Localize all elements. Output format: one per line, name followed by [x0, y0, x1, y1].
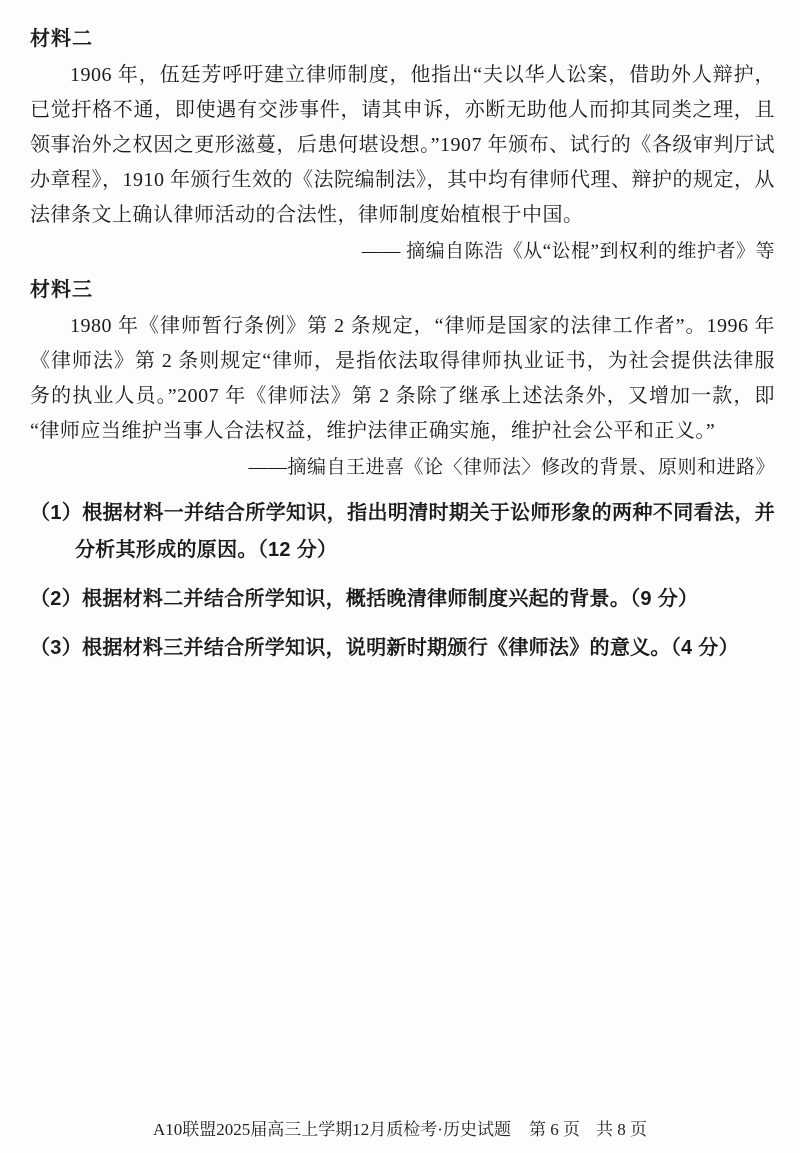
footer-total-pages: 共 8 页: [595, 1120, 647, 1139]
question-3-label: （3）: [30, 637, 83, 659]
question-3-text: 根据材料三并结合所学知识，说明新时期颁行《律师法》的意义。（4 分）: [82, 637, 739, 659]
question-list: [30, 495, 775, 667]
material-two-paragraph: 1906 年，伍廷芳呼吁建立律师制度，他指出“夫以华人讼案，借助外人辩护，已觉扞格不通，即使遇有交涉事件，请其申诉，亦断无助他人而抑其同类之理，且领事治外之权因之更形滋蔓，后患何堪设想。”1907 年颁布、试行的《各级审判厅试办章程》，1910 年颁行生效的《法院编制法》，其中均有律师代理、辩护的规定，从法律条文上确认律师活动的合法性，律师制度始植根于中国。: [30, 64, 775, 226]
material-three-attribution: ——摘编自王进喜《论〈律师法〉修改的背景、原则和进路》: [248, 457, 775, 478]
material-two-heading: 材料二: [30, 28, 93, 50]
question-1: [30, 495, 775, 569]
question-2-text: 根据材料二并结合所学知识，概括晚清律师制度兴起的背景。（9 分）: [82, 588, 699, 610]
question-3: [30, 630, 775, 667]
question-1-text: 根据材料一并结合所学知识，指出明清时期关于讼师形象的两种不同看法，并分析其形成的原因。（12 分）: [75, 502, 775, 561]
footer-exam-title: A10联盟2025届高三上学期12月质检考·历史试题: [153, 1120, 511, 1139]
material-three-paragraph: 1980 年《律师暂行条例》第 2 条规定，“律师是国家的法律工作者”。1996 年《律师法》第 2 条则规定“律师，是指依法取得律师执业证书，为社会提供法律服务的执业人员。”2007 年《律师法》第 2 条除了继承上述法条外，又增加一款，即“律师应当维护当事人合法权益，维护法律正确实施，维护社会公平和正义。”: [30, 315, 775, 442]
question-1-label: （1）: [30, 502, 83, 524]
material-two-attribution: —— 摘编自陈浩《从“讼棍”到权利的维护者》等: [361, 241, 775, 262]
page-footer: [0, 1119, 800, 1141]
material-three-heading: 材料三: [30, 279, 93, 301]
question-2-label: （2）: [30, 588, 83, 610]
footer-page-number: 第 6 页: [528, 1120, 580, 1139]
question-2: [30, 581, 775, 618]
